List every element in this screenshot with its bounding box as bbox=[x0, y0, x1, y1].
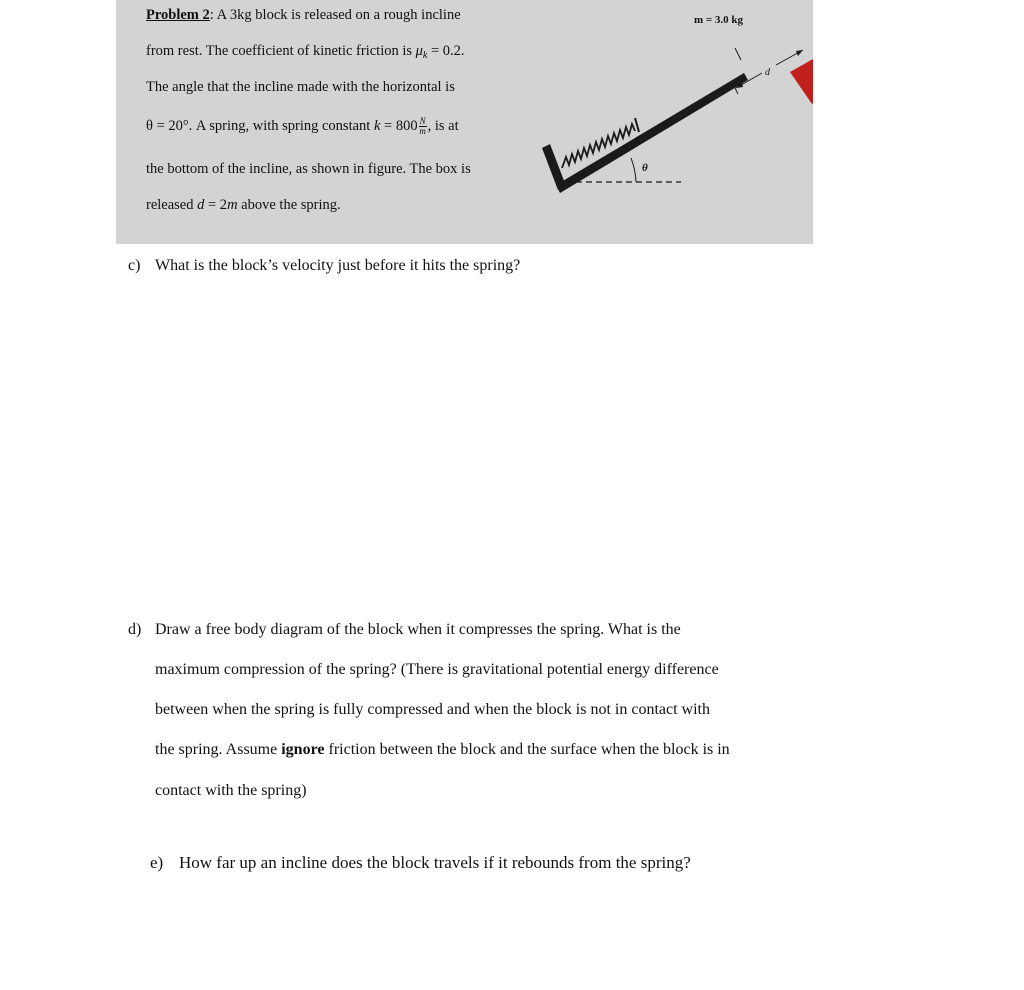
problem-line-4 bbox=[146, 117, 459, 136]
question-c bbox=[128, 257, 521, 275]
problem-line-5-text: the bottom of the incline, as shown in figure. The box is bbox=[146, 161, 471, 177]
problem-line-4-text: θ = 20°. A spring, with spring constant bbox=[146, 117, 374, 134]
problem-line-2-text: from rest. The coefficient of kinetic friction is bbox=[146, 43, 416, 59]
question-c-label: c) bbox=[128, 257, 141, 274]
question-d-label: d) bbox=[128, 621, 142, 638]
problem-line-6-end: above the spring. bbox=[237, 197, 341, 213]
incline-figure bbox=[536, 0, 813, 244]
d-label: d bbox=[765, 67, 770, 78]
problem-line-6 bbox=[146, 197, 341, 214]
problem-line-1-text: : A 3kg block is released on a rough incline bbox=[209, 7, 461, 23]
mu-value: = 0.2. bbox=[427, 43, 465, 59]
d-symbol: d bbox=[197, 197, 205, 213]
mass-label: m = 3.0 kg bbox=[694, 14, 744, 26]
d-tick-top bbox=[735, 48, 741, 60]
unit-fraction bbox=[419, 117, 427, 136]
unit-numerator: N bbox=[419, 116, 426, 126]
mu-symbol: μ bbox=[415, 43, 423, 59]
k-symbol: k bbox=[373, 117, 381, 134]
mu-subscript: k bbox=[422, 50, 428, 61]
question-d-line-3: between when the spring is fully compressed and when the block is not in contact with bbox=[155, 701, 710, 718]
theta-label: θ bbox=[642, 162, 648, 174]
problem-line-2 bbox=[146, 43, 465, 61]
question-d bbox=[128, 621, 681, 639]
question-d-line-1: Draw a free body diagram of the block when it compresses the spring. What is the bbox=[155, 621, 681, 638]
incline-ramp bbox=[556, 73, 748, 193]
question-d-line-4 bbox=[155, 741, 730, 759]
unit-denominator: m bbox=[419, 126, 426, 136]
question-e-label: e) bbox=[150, 853, 164, 872]
d-arrowhead-upper bbox=[796, 50, 803, 56]
red-block bbox=[790, 50, 813, 104]
problem-line-4-end: , is at bbox=[427, 117, 459, 134]
question-e-text: How far up an incline does the block travels if it rebounds from the spring? bbox=[179, 853, 691, 872]
question-d-line-4-end: friction between the block and the surface when the block is in bbox=[324, 741, 730, 758]
problem-line-1 bbox=[146, 7, 461, 24]
problem-box bbox=[116, 0, 813, 244]
k-value: = 800 bbox=[380, 117, 418, 134]
problem-line-3-text: The angle that the incline made with the horizontal is bbox=[146, 79, 455, 95]
question-e bbox=[150, 853, 691, 873]
problem-line-3 bbox=[146, 79, 455, 96]
ignore-emphasis: ignore bbox=[281, 741, 325, 758]
d-value: = 2 bbox=[204, 197, 228, 213]
question-d-line-4-text: the spring. Assume bbox=[155, 741, 282, 758]
problem-title: Problem 2 bbox=[146, 7, 210, 23]
question-d-line-5: contact with the spring) bbox=[155, 782, 307, 799]
question-d-line-2: maximum compression of the spring? (There is gravitational potential energy difference bbox=[155, 661, 719, 678]
problem-line-6-text: released bbox=[146, 197, 198, 213]
spring-end-plate bbox=[635, 118, 639, 132]
problem-line-5 bbox=[146, 161, 471, 178]
question-c-text: What is the block’s velocity just before it hits the spring? bbox=[155, 257, 521, 274]
theta-arc bbox=[631, 158, 636, 182]
m-symbol: m bbox=[227, 197, 238, 213]
